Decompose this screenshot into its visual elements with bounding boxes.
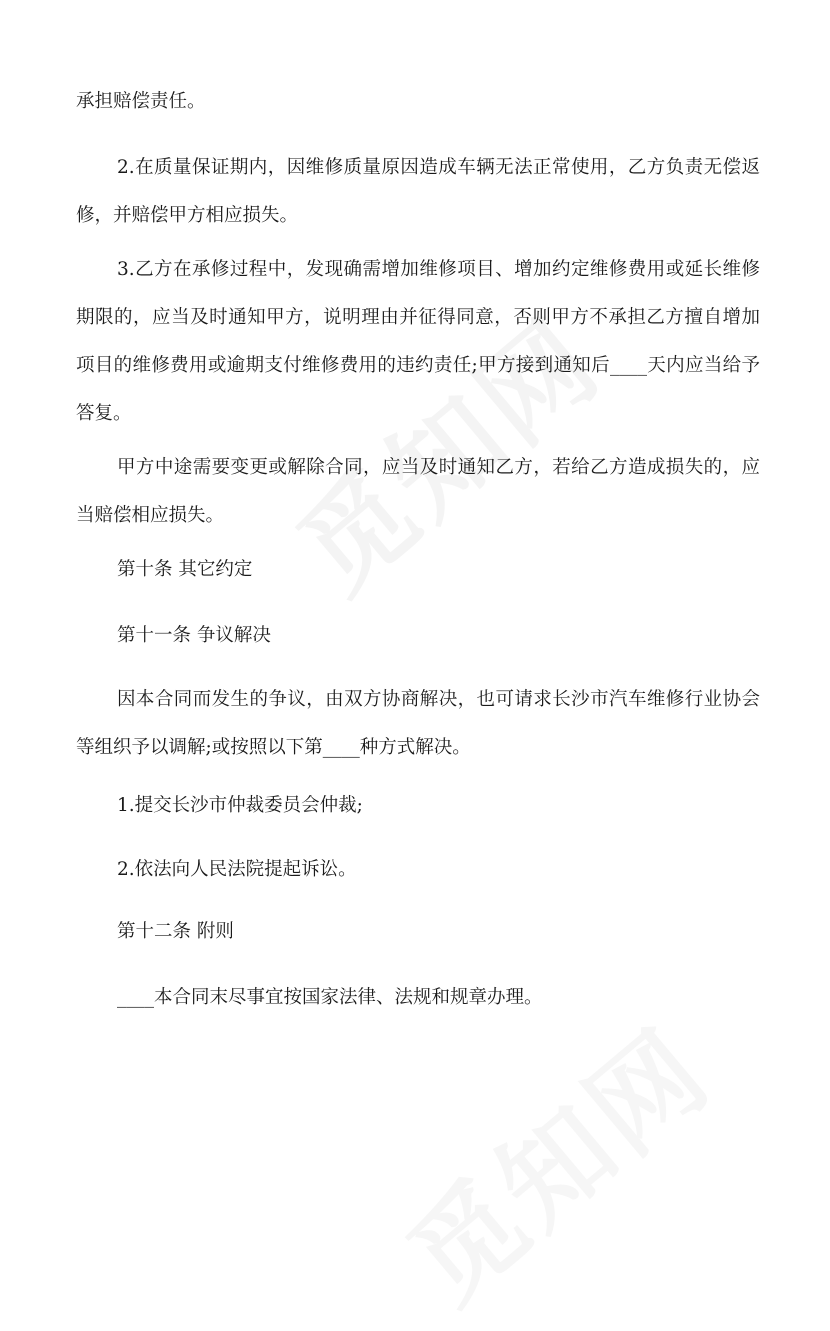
heading-article-12: 第十二条 附则 (117, 921, 234, 942)
list-item-litigation: 2.依法向人民法院提起诉讼。 (117, 859, 357, 880)
list-item-arbitration: 1.提交长沙市仲裁委员会仲裁; (117, 795, 363, 816)
paragraph-dispute-resolution: 因本合同而发生的争议，由双方协商解决，也可请求长沙市汽车维修行业协会等组织予以调解;或按照以下第____种方式解决。 (76, 689, 760, 758)
heading-article-11: 第十一条 争议解决 (117, 625, 271, 646)
watermark-bottom (370, 987, 738, 1331)
paragraph-contract-change: 甲方中途需要变更或解除合同，应当及时通知乙方，若给乙方造成损失的，应当赔偿相应损失。 (76, 457, 760, 526)
paragraph-additional-repair: 3.乙方在承修过程中，发现确需增加维修项目、增加约定维修费用或延长维修期限的，应当及时通知甲方，说明理由并征得同意，否则甲方不承担乙方擅自增加项目的维修费用或逾期支付维修费用的违约责任;甲方接到通知后____天内应当给予答复。 (76, 259, 760, 424)
heading-article-10: 第十条 其它约定 (117, 559, 253, 580)
paragraph-supplementary: ____本合同末尽事宜按国家法律、法规和规章办理。 (117, 987, 543, 1008)
paragraph-warranty-repair: 2.在质量保证期内，因维修质量原因造成车辆无法正常使用，乙方负责无偿返修，并赔偿甲方相应损失。 (76, 157, 760, 226)
paragraph-liability-continuation: 承担赔偿责任。 (76, 91, 206, 112)
